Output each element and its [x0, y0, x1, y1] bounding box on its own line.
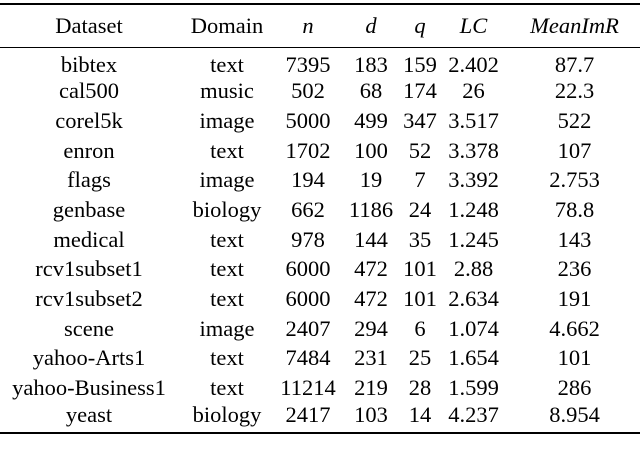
- cell-n: 662: [291, 197, 325, 223]
- cell-n: 194: [291, 167, 325, 193]
- cell-lc: 3.517: [448, 107, 499, 133]
- cell-lc: 2.634: [448, 286, 499, 312]
- cell-dataset: yeast: [0, 403, 178, 433]
- dataset-statistics-table: [0, 3, 640, 434]
- header-dataset: Dataset: [0, 4, 178, 47]
- cell-mean-imr: 78.8: [554, 197, 595, 223]
- cell-domain: text: [210, 286, 244, 312]
- cell-domain: biology: [192, 197, 262, 223]
- table-row: [0, 77, 640, 107]
- cell-lc: 1.654: [448, 345, 499, 371]
- cell-mean-imr: 107: [557, 137, 592, 163]
- cell-domain: image: [199, 315, 255, 341]
- cell-d: 19: [359, 167, 383, 193]
- cell-domain: text: [210, 345, 244, 371]
- table-row: [0, 136, 640, 166]
- cell-domain: biology: [178, 403, 276, 433]
- table-row: [0, 403, 640, 433]
- header-mean-imr: MeanImR: [509, 4, 640, 47]
- cell-dataset: rcv1subset1: [35, 256, 143, 282]
- cell-lc: 2.88: [453, 256, 494, 282]
- table-row: [0, 225, 640, 255]
- cell-n: 7395: [285, 51, 331, 77]
- cell-q: 6: [414, 315, 426, 341]
- cell-lc: 1.599: [448, 375, 499, 401]
- cell-dataset: medical: [53, 226, 125, 252]
- table-row: [0, 47, 640, 77]
- cell-dataset: rcv1subset2: [35, 286, 143, 312]
- cell-lc: 3.392: [448, 167, 499, 193]
- cell-lc: 1.248: [448, 197, 499, 223]
- cell-lc: 1.074: [448, 315, 499, 341]
- table-header: [0, 4, 640, 47]
- cell-dataset: corel5k: [55, 107, 123, 133]
- cell-q: 52: [408, 137, 432, 163]
- cell-n: 7484: [285, 345, 331, 371]
- cell-mean-imr: 522: [557, 107, 592, 133]
- cell-q: 101: [403, 256, 437, 282]
- table-row: [0, 285, 640, 315]
- header-d: d: [340, 4, 402, 47]
- cell-n: 6000: [285, 256, 331, 282]
- cell-domain: text: [210, 51, 244, 77]
- cell-q: 24: [408, 197, 432, 223]
- cell-q: 347: [403, 107, 437, 133]
- header-row: [0, 4, 640, 47]
- cell-n: 2407: [285, 315, 331, 341]
- cell-lc: 26: [462, 78, 485, 104]
- cell-d: 472: [354, 256, 388, 282]
- table-row: [0, 374, 640, 404]
- cell-d: 68: [359, 78, 383, 104]
- table-row: [0, 166, 640, 196]
- table-row: [0, 314, 640, 344]
- cell-mean-imr: 2.753: [549, 167, 600, 193]
- cell-mean-imr: 143: [557, 226, 592, 252]
- cell-lc: 4.237: [438, 403, 509, 433]
- table-row: [0, 106, 640, 136]
- table-row: [0, 255, 640, 285]
- cell-q: 174: [403, 78, 437, 104]
- cell-d: 472: [354, 286, 388, 312]
- cell-dataset: enron: [63, 137, 115, 163]
- cell-n: 502: [291, 78, 325, 104]
- cell-domain: text: [210, 226, 244, 252]
- cell-d: 103: [340, 403, 402, 433]
- cell-domain: image: [199, 107, 255, 133]
- table-row: [0, 344, 640, 374]
- cell-domain: image: [199, 167, 255, 193]
- cell-lc: 1.245: [448, 226, 499, 252]
- cell-dataset: bibtex: [60, 51, 118, 77]
- cell-d: 294: [354, 315, 388, 341]
- header-domain: Domain: [178, 4, 276, 47]
- cell-n: 11214: [280, 375, 336, 401]
- cell-dataset: flags: [67, 167, 111, 193]
- cell-domain: text: [210, 256, 244, 282]
- cell-mean-imr: 4.662: [549, 315, 600, 341]
- cell-d: 499: [354, 107, 388, 133]
- cell-q: 7: [414, 167, 426, 193]
- cell-mean-imr: 286: [557, 375, 592, 401]
- cell-q: 14: [402, 403, 438, 433]
- cell-d: 1186: [348, 197, 394, 223]
- cell-lc: 2.402: [448, 51, 499, 77]
- cell-n: 2417: [276, 403, 340, 433]
- cell-domain: text: [210, 375, 244, 401]
- cell-d: 100: [354, 137, 388, 163]
- cell-q: 101: [403, 286, 437, 312]
- cell-dataset: scene: [64, 315, 114, 341]
- cell-d: 183: [354, 51, 388, 77]
- cell-q: 28: [408, 375, 432, 401]
- cell-d: 144: [354, 226, 388, 252]
- header-q: q: [402, 4, 438, 47]
- cell-domain: text: [210, 137, 244, 163]
- table-body: [0, 47, 640, 433]
- cell-dataset: cal500: [59, 78, 119, 104]
- cell-mean-imr: 22.3: [554, 78, 595, 104]
- cell-mean-imr: 101: [557, 345, 592, 371]
- cell-mean-imr: 8.954: [509, 403, 640, 433]
- table-row: [0, 195, 640, 225]
- cell-lc: 3.378: [448, 137, 499, 163]
- cell-dataset: yahoo-Arts1: [32, 345, 146, 371]
- header-lc: LC: [438, 4, 509, 47]
- header-n: n: [276, 4, 340, 47]
- cell-dataset: genbase: [52, 197, 126, 223]
- cell-n: 6000: [285, 286, 331, 312]
- cell-n: 978: [291, 226, 325, 252]
- cell-domain: music: [200, 78, 254, 104]
- cell-dataset: yahoo-Business1: [12, 375, 166, 401]
- cell-d: 219: [354, 375, 388, 401]
- cell-q: 159: [403, 51, 437, 77]
- cell-mean-imr: 191: [557, 286, 592, 312]
- cell-n: 5000: [285, 107, 331, 133]
- cell-q: 25: [408, 345, 432, 371]
- cell-mean-imr: 236: [557, 256, 592, 282]
- cell-d: 231: [354, 345, 388, 371]
- cell-mean-imr: 87.7: [554, 51, 595, 77]
- cell-n: 1702: [285, 137, 331, 163]
- cell-q: 35: [408, 226, 432, 252]
